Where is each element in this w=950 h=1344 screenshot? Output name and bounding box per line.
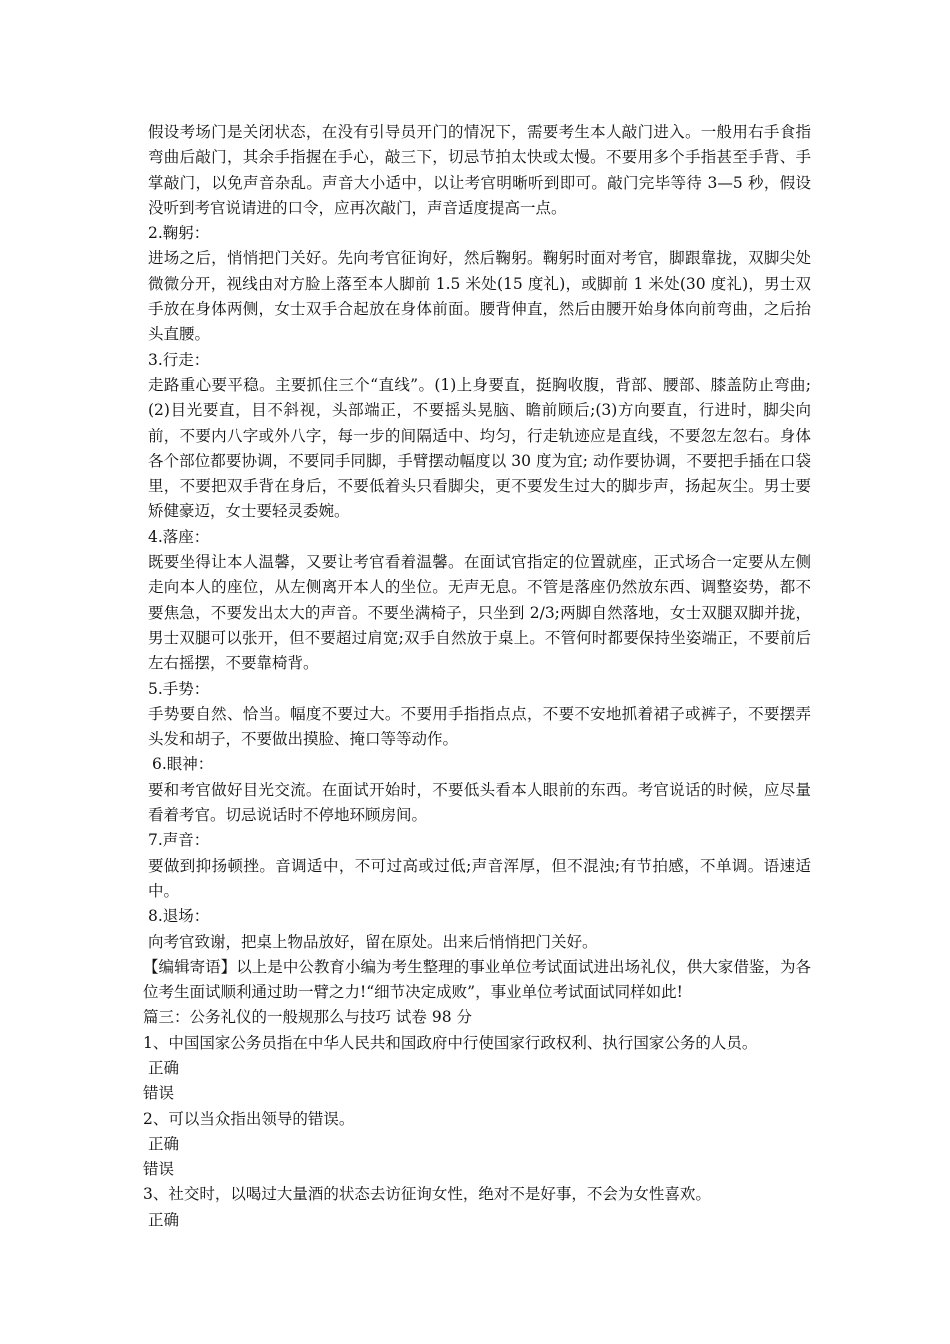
heading-walk: 3.行走： [148,350,210,369]
heading-gesture: 5.手势： [148,679,210,698]
answer-option-correct: 正确 [148,1058,180,1077]
question-1: 1、中国国家公务员指在中华人民共和国政府中行使国家行政权利、执行国家公务的人员。 [143,1033,758,1052]
paragraph-editor-note: 【编辑寄语】以上是中公教育小编为考生整理的事业单位考试面试进出场礼仪，供大家借鉴，为各位考生面试顺利通过助一臂之力!“细节决定成败”，事业单位考试面试同样如此! [143,957,811,1002]
paragraph-gesture: 手势要自然、恰当。幅度不要过大。不要用手指指点点，不要不安地抓着裙子或裤子，不要摆弄头发和胡子，不要做出摸脸、掩口等等动作。 [148,704,811,749]
answer-option-wrong: 错误 [143,1084,175,1103]
paragraph-knock-door: 假设考场门是关闭状态，在没有引导员开门的情况下，需要考生本人敲门进入。一般用右手食指弯曲后敲门，其余手指握在手心，敲三下，切忌节拍太快或太慢。不要用多个手指甚至手背、手掌敲门，以免声音杂乱。声音大小适中，以让考官明晰听到即可。敲门完毕等待 3—5 秒，假设没听到考官说请进的口令，应再次敲门，声音适度提高一点。 [148,123,811,217]
heading-voice: 7.声音： [148,831,210,850]
answer-option-correct: 正确 [148,1210,180,1229]
question-3: 3、社交时，以喝过大量酒的状态去访征询女性，绝对不是好事，不会为女性喜欢。 [143,1185,711,1204]
paragraph-bow: 进场之后，悄悄把门关好。先向考官征询好，然后鞠躬。鞠躬时面对考官，脚跟靠拢，双脚尖处微微分开，视线由对方脸上落至本人脚前 1.5 米处(15 度礼)，或脚前 1 米处(30 度礼)，男士双手放在身体两侧，女士双手合起放在身体前面。腰背伸直，然后由腰开始身体向前弯曲，之后抬头直腰。 [148,249,811,344]
document-body [143,120,811,1233]
paragraph-sit: 既要坐得让本人温馨，又要让考官看着温馨。在面试官指定的位置就座，正式场合一定要从左侧走向本人的座位，从左侧离开本人的坐位。无声无息。不管是落座仍然放东西、调整姿势，都不要焦急，不要发出太大的声音。不要坐满椅子，只坐到 2/3;两脚自然落地，女士双腿双脚并拢，男士双腿可以张开，但不要超过肩宽;双手自然放于桌上。不管何时都要保持坐姿端正，不要前后左右摇摆，不要靠椅背。 [148,553,811,673]
paragraph-voice: 要做到抑扬顿挫。音调适中，不可过高或过低;声音浑厚，但不混浊;有节拍感，不单调。语速适中。 [148,856,811,900]
answer-option-wrong: 错误 [143,1160,175,1179]
answer-option-correct: 正确 [148,1134,180,1153]
question-2: 2、可以当众指出领导的错误。 [143,1109,355,1128]
heading-sit: 4.落座： [148,527,210,546]
heading-part-three: 篇三：公务礼仪的一般规那么与技巧 试卷 98 分 [143,1008,473,1027]
paragraph-exit: 向考官致谢，把桌上物品放好，留在原处。出来后悄悄把门关好。 [148,932,598,951]
heading-exit: 8.退场： [148,907,210,926]
heading-eyes: 6.眼神： [152,755,214,774]
paragraph-walk: 走路重心要平稳。主要抓住三个“直线”。(1)上身要直，挺胸收腹，背部、腰部、膝盖防止弯曲;(2)目光要直，目不斜视，头部端正，不要摇头晃脑、瞻前顾后;(3)方向要直，行进时，脚尖向前，不要内八字或外八字，每一步的间隔适中、均匀，行走轨迹应是直线，不要忽左忽右。身体各个部位都要协调，不要同手同脚，手臂摆动幅度以 30 度为宜; 动作要协调，不要把手插在口袋里，不要把双手背在身后，不要低着头只看脚尖，更不要发生过大的脚步声，扬起灰尘。男士要矫健豪迈，女士要轻灵委婉。 [148,375,811,521]
heading-bow: 2.鞠躬： [148,224,210,243]
paragraph-eyes: 要和考官做好目光交流。在面试开始时，不要低头看本人眼前的东西。考官说话的时候，应尽量看着考官。切忌说话时不停地环顾房间。 [148,780,811,825]
